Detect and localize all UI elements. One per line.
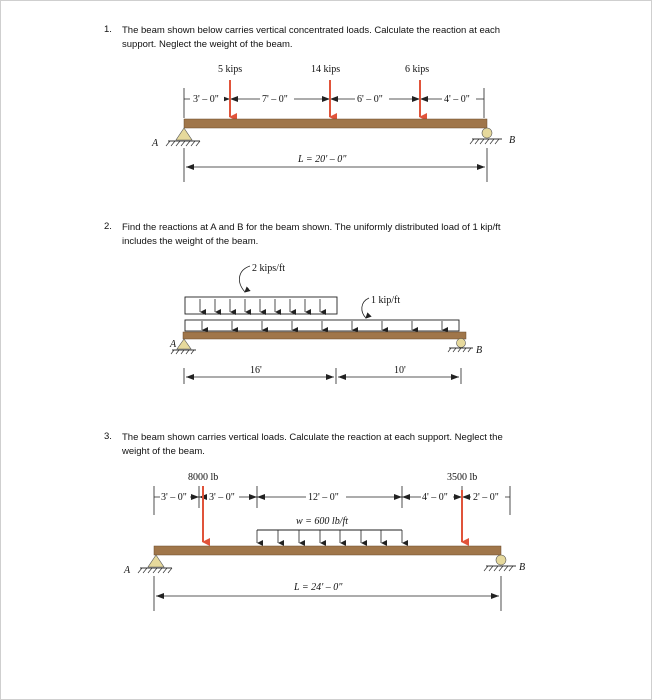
leader-curl — [239, 266, 250, 292]
support-b-label-3: B — [519, 562, 526, 573]
problem-1-number: 1. — [104, 24, 112, 35]
udl-label-1kip: 1 kip/ft — [371, 295, 401, 306]
ground-hatch — [484, 566, 513, 571]
support-a-label-1: A — [152, 138, 159, 149]
load-label-3500lb: 3500 lb — [447, 472, 478, 483]
ground-hatch — [470, 139, 499, 144]
load-label-14kips: 14 kips — [311, 64, 341, 75]
load-label-5kips: 5 kips — [218, 64, 243, 75]
dim-6ft: 6' – 0" — [357, 94, 383, 105]
ground-hatch — [138, 568, 172, 573]
dim-3ft-b: 3' – 0" — [209, 492, 235, 503]
udl-arrows-1kip — [202, 321, 442, 330]
dim-12ft: 12' – 0" — [308, 492, 339, 503]
problem-1-text-line2: support. Neglect the weight of the beam. — [122, 39, 293, 50]
dim-2ft: 2' – 0" — [473, 492, 499, 503]
ground-hatch — [171, 350, 194, 354]
pin-support-a — [177, 339, 191, 349]
span-label-1: L = 20' – 0" — [298, 154, 347, 165]
dim-4ft: 4' – 0" — [422, 492, 448, 503]
problem-2-text-line2: includes the weight of the beam. — [122, 236, 259, 247]
ground-hatch — [166, 141, 200, 146]
diagram-1 — [151, 64, 515, 182]
beam-2 — [183, 332, 466, 339]
dim-4ft: 4' – 0" — [444, 94, 470, 105]
problem-2-text-line1: Find the reactions at A and B for the beam shown. The uniformly distributed load of 1 kip/ft — [122, 222, 501, 233]
ground-hatch — [448, 348, 471, 352]
dim-3ft-a: 3' – 0" — [161, 492, 187, 503]
pin-support-a — [176, 128, 192, 140]
roller-support-b — [457, 339, 466, 348]
support-b-label-2: B — [476, 345, 483, 356]
dim-16ft: 16' — [250, 365, 262, 376]
support-b-label-1: B — [509, 135, 516, 146]
load-label-8000lb: 8000 lb — [188, 472, 219, 483]
diagram-3 — [123, 472, 525, 611]
beam-1 — [184, 119, 487, 128]
udl-label-600: w = 600 lb/ft — [296, 516, 349, 527]
pin-support-a — [148, 555, 164, 567]
support-a-label-2: A — [170, 339, 177, 350]
udl-arrows-2kips — [200, 299, 320, 312]
dim-3ft: 3' – 0" — [193, 94, 219, 105]
problem-3-text-line1: The beam shown carries vertical loads. Calculate the reaction at each support. Neglect the — [122, 432, 503, 443]
roller-support-b — [496, 555, 506, 565]
beam-3 — [154, 546, 501, 555]
diagram-2 — [169, 263, 482, 384]
problem-2-number: 2. — [104, 221, 112, 232]
roller-support-b — [482, 128, 492, 138]
udl-label-2kips: 2 kips/ft — [252, 263, 286, 274]
dim-10ft: 10' — [394, 365, 406, 376]
load-label-6kips: 6 kips — [405, 64, 430, 75]
problem-1-text-line1: The beam shown below carries vertical concentrated loads. Calculate the reaction at each — [122, 25, 501, 36]
udl-arrows-600 — [257, 530, 402, 543]
support-a-label-3: A — [124, 565, 131, 576]
problem-3-text-line2: weight of the beam. — [122, 446, 205, 457]
udl-box-2kips — [185, 297, 337, 314]
span-label-3: L = 24' – 0" — [294, 582, 343, 593]
leader-curl — [362, 298, 369, 318]
problem-3-number: 3. — [104, 431, 112, 442]
dim-7ft: 7' – 0" — [262, 94, 288, 105]
